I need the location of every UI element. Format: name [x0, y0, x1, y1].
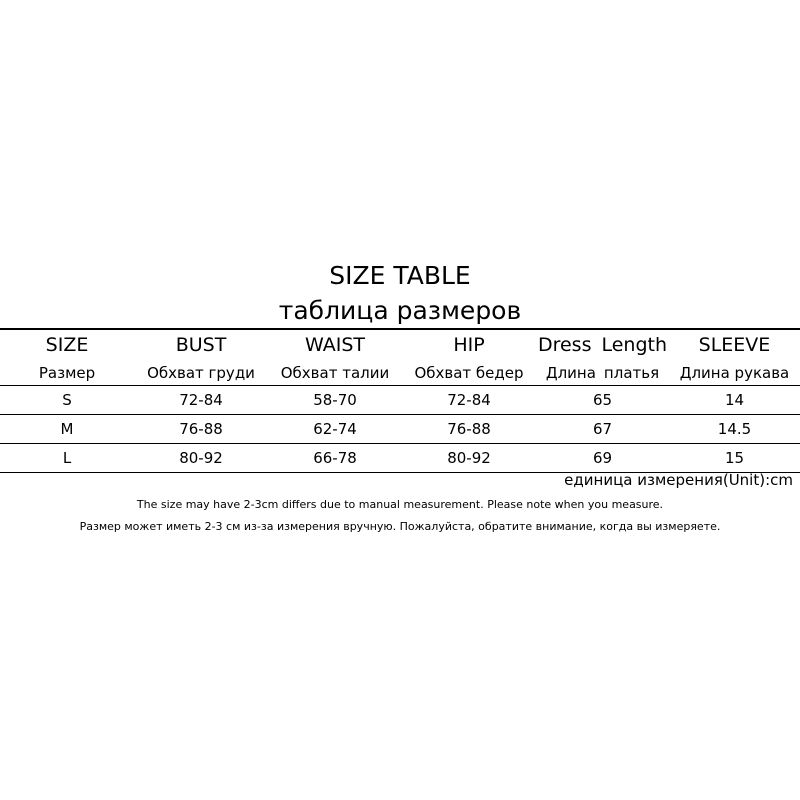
cell-bust: 72-84	[179, 391, 223, 409]
header-hip: HIP	[453, 334, 485, 356]
cell-bust: 76-88	[179, 420, 223, 438]
header-dress-length	[536, 334, 669, 356]
cell-dress-length: 69	[592, 449, 613, 467]
cell-dress-length: 67	[592, 420, 613, 438]
table-header-row-ru	[0, 360, 800, 385]
header-dress-word: Dress	[537, 334, 592, 356]
cell-dress-length: 65	[592, 391, 613, 409]
page-subtitle: таблица размеров	[278, 296, 522, 325]
cell-hip: 76-88	[447, 420, 491, 438]
header-sleeve: SLEEVE	[698, 334, 771, 356]
measurement-note-ru: Размер может иметь 2-3 см из-за измерения вручную. Пожалуйста, обратите внимание, когда вы измеряете.	[79, 520, 721, 533]
header-size-ru: Размер	[38, 363, 96, 382]
table-row	[0, 443, 800, 473]
table-row	[0, 414, 800, 443]
header-sleeve-ru: Длина рукава	[679, 363, 790, 382]
cell-hip: 80-92	[447, 449, 491, 467]
cell-sleeve: 14	[724, 391, 745, 409]
cell-sleeve: 14.5	[717, 420, 752, 438]
header-size: SIZE	[45, 334, 89, 356]
unit-note: единица измерения(Unit):cm	[564, 471, 793, 489]
cell-size: M	[60, 420, 74, 438]
cell-waist: 62-74	[313, 420, 357, 438]
header-dress-word-ru: Длина	[545, 363, 596, 382]
header-bust: BUST	[175, 334, 227, 356]
header-length-word: Length	[601, 334, 668, 356]
measurement-note-en: The size may have 2-3cm differs due to manual measurement. Please note when you measure.	[136, 498, 664, 511]
table-header-row-en	[0, 330, 800, 360]
cell-bust: 80-92	[179, 449, 223, 467]
cell-waist: 58-70	[313, 391, 357, 409]
header-waist: WAIST	[304, 334, 365, 356]
cell-sleeve: 15	[724, 449, 745, 467]
header-bust-ru: Обхват груди	[147, 363, 255, 382]
header-dress-length-ru	[536, 364, 669, 382]
cell-waist: 66-78	[313, 449, 357, 467]
header-hip-ru: Обхват бедер	[414, 363, 524, 382]
table-row	[0, 385, 800, 414]
cell-hip: 72-84	[447, 391, 491, 409]
cell-size: L	[62, 449, 72, 467]
page-title: SIZE TABLE	[329, 261, 471, 290]
cell-size: S	[62, 391, 72, 409]
header-length-word-ru: платья	[603, 363, 660, 382]
size-table	[0, 328, 800, 473]
header-waist-ru: Обхват талии	[280, 363, 390, 382]
